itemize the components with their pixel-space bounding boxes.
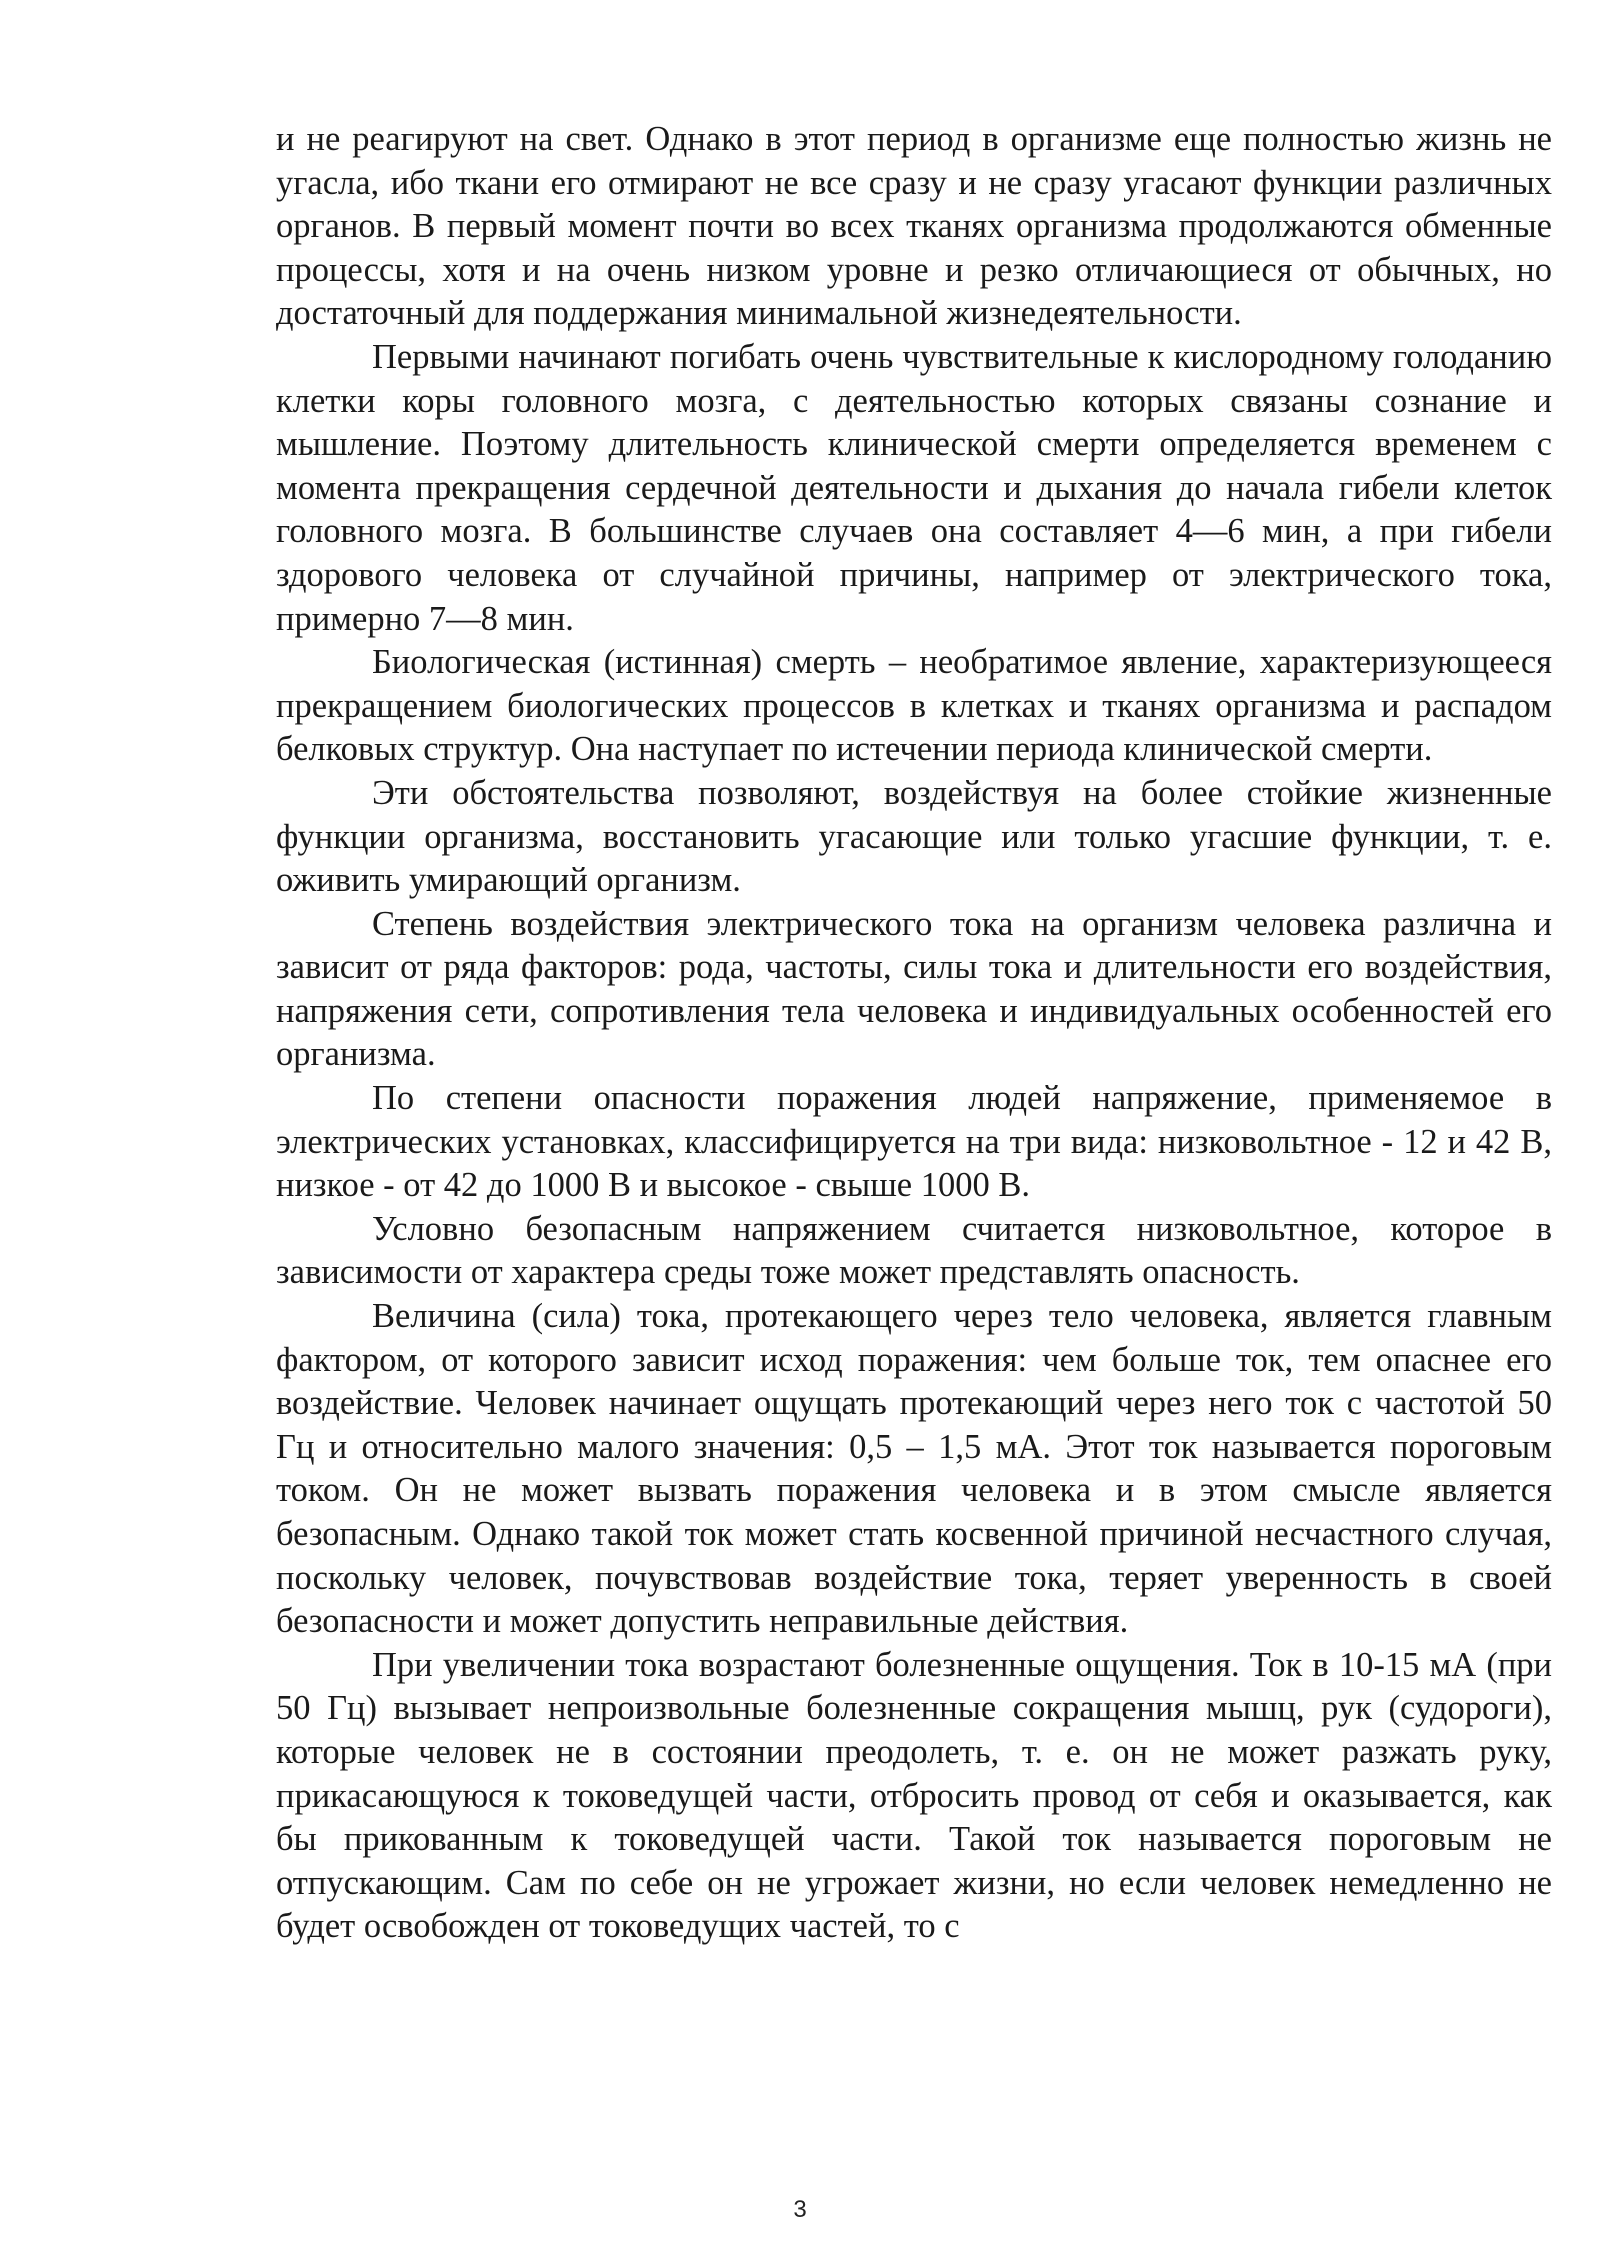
paragraph-current-magnitude: Величина (сила) тока, протекающего через тело человека, является главным фактором, от которого зависит исход поражения: чем больше ток, тем опаснее его воздействие. Человек начинает ощущать протекающий через него ток с частотой 50 Гц и относительно малого значения: 0,5 – 1,5 мА. Этот ток называется пороговым током. Он не может вызвать поражения человека и в этом смысле является безопасным. Однако такой ток может стать косвенной причиной несчастного случая, поскольку человек, почувствовав воздействие тока, теряет уверенность в своей безопасности и может допустить неправильные действия. <box>276 1297 1552 1641</box>
paragraph-current-increase: При увеличении тока возрастают болезненные ощущения. Ток в 10-15 мА (при 50 Гц) вызывает непроизвольные болезненные сокращения мышц, рук (судороги), которые человек не в состоянии преодолеть, т. е. он не может разжать руку, прикасающуюся к токоведущей части, отбросить провод от себя и оказывается, как бы прикованным к токоведущей части. Такой ток называется пороговым не отпускающим. Сам по себе он не угрожает жизни, но если человек немедленно не будет освобожден от токоведущих частей, то с <box>276 1645 1552 1946</box>
document-body <box>276 118 1552 1949</box>
paragraph-safe-voltage: Условно безопасным напряжением считается низковольтное, которое в зависимости от характера среды тоже может представлять опасность. <box>276 1209 1552 1292</box>
page-number: 3 <box>793 2196 807 2223</box>
paragraph-continuation: и не реагируют на свет. Однако в этот период в организме еще полностью жизнь не угасла, ибо ткани его отмирают не все сразу и не сразу угасают функции различных органов. В первый момент почти во всех тканях организма продолжаются обменные процессы, хотя и на очень низком уровне и резко отличающиеся от обычных, но достаточный для поддержания минимальной жизнедеятельности. <box>276 120 1552 333</box>
paragraph-biological-death: Биологическая (истинная) смерть – необратимое явление, характеризующееся прекращением биологических процессов в клетках и тканях организма и распадом белковых структур. Она наступает по истечении периода клинической смерти. <box>276 643 1552 769</box>
paragraph-clinical-death-duration: Первыми начинают погибать очень чувствительные к кислородному голоданию клетки коры головного мозга, с деятельностью которых связаны сознание и мышление. Поэтому длительность клинической смерти определяется временем с момента прекращения сердечной деятельности и дыхания до начала гибели клеток головного мозга. В большинстве случаев она составляет 4—6 мин, а при гибели здорового человека от случайной причины, например от электрического тока, примерно 7—8 мин. <box>276 337 1552 638</box>
paragraph-current-factors: Степень воздействия электрического тока на организм человека различна и зависит от ряда факторов: рода, частоты, силы тока и длительности его воздействия, напряжения сети, сопротивления тела человека и индивидуальных особенностей его организма. <box>276 904 1552 1074</box>
paragraph-voltage-classification: По степени опасности поражения людей напряжение, применяемое в электрических установках, классифицируется на три вида: низковольтное - 12 и 42 В, низкое - от 42 до 1000 В и высокое - свыше 1000 В. <box>276 1079 1552 1205</box>
paragraph-revival: Эти обстоятельства позволяют, воздействуя на более стойкие жизненные функции организма, восстановить угасающие или только угасшие функции, т. е. оживить умирающий организм. <box>276 773 1552 900</box>
